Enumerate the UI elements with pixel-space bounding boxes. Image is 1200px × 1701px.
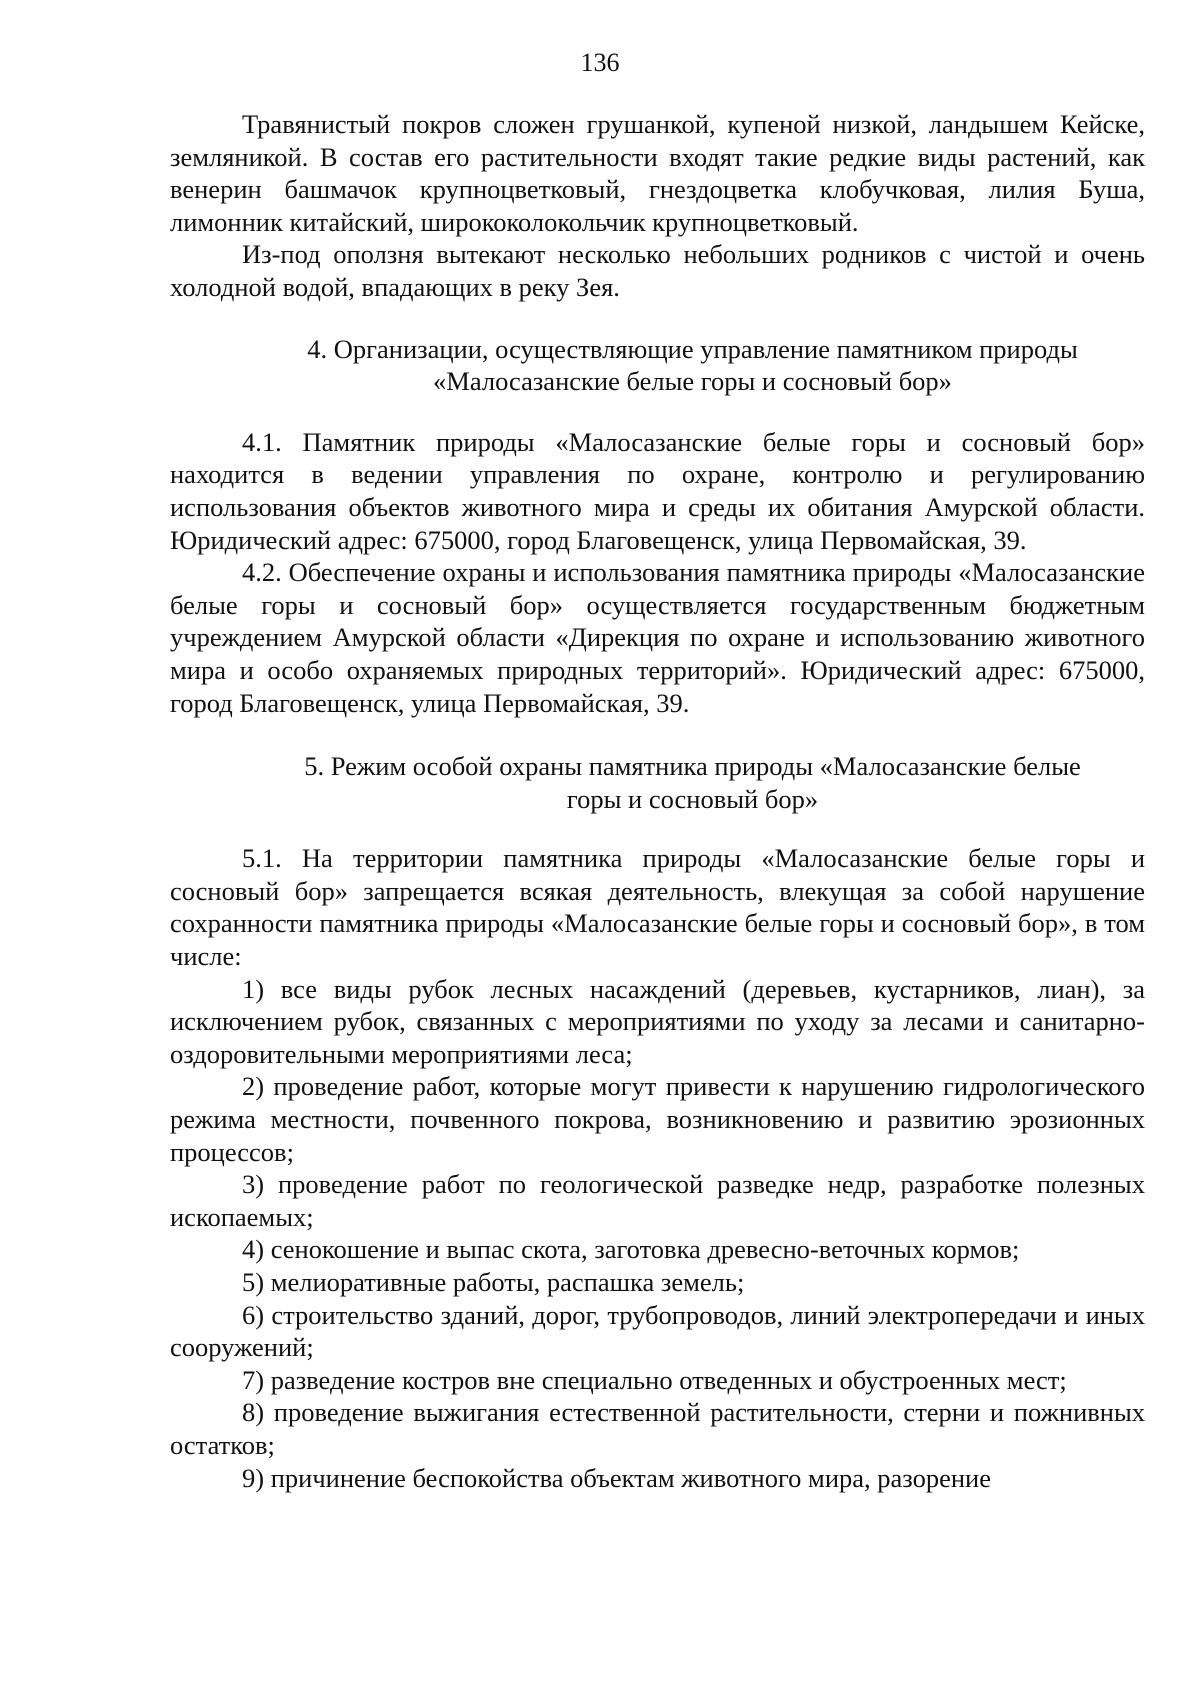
section-heading-line: 4. Организации, осуществляющие управление памятником природы [307,333,1078,364]
list-item: 3) проведение работ по геологической разведке недр, разработке полезных ископаемых; [170,1169,1145,1232]
list-item: 4) сенокошение и выпас скота, заготовка древесно-веточных кормов; [242,1234,1020,1265]
list-item: 7) разведение костров вне специально отведенных и обустроенных мест; [242,1364,1067,1395]
paragraph: Из-под оползня вытекают несколько небольших родников с чистой и очень холодной водой, впадающих в реку Зея. [170,239,1145,302]
list-item: 9) причинение беспокойства объектам животного мира, разорение [242,1462,991,1493]
section-5-heading [170,750,1145,815]
page-number: 136 [580,48,620,77]
section-heading-line: горы и сосновый бор» [566,783,819,814]
section-4-heading [170,333,1145,398]
paragraph-4-2: 4.2. Обеспечение охраны и использования памятника природы «Малосазанские белые горы и сосновый бор» осуществляется государственным бюджетным учреждением Амурской области «Дирекция по охране и использованию животного мира и особо охраняемых природных территорий». Юридический адрес: 675000, город Благовещенск, улица Первомайская, 39. [170,557,1145,718]
list-item: 6) строительство зданий, дорог, трубопроводов, линий электропередачи и иных сооружений; [170,1299,1145,1363]
paragraph-4-1: 4.1. Памятник природы «Малосазанские белые горы и сосновый бор» находится в ведении управления по охране, контролю и регулированию использования объектов животного мира и среды их обитания Амурской области. Юридический адрес: 675000, город Благовещенск, улица Первомайская, 39. [170,426,1145,555]
list-item: 1) все виды рубок лесных насаждений (деревьев, кустарников, лиан), за исключением рубок, связанных с мероприятиями по уходу за лесами и санитарно-оздоровительными мероприятиями леса; [170,973,1145,1069]
list-item: 8) проведение выжигания естественной растительности, стерни и пожнивных остатков; [170,1397,1145,1460]
paragraph: Травянистый покров сложен грушанкой, купеной низкой, ландышем Кейске, земляникой. В состав его растительности входят такие редкие виды растений, как венерин башмачок крупноцветковый, гнездоцветка клобучковая, лилия Буша, лимонник китайский, ширококолокольчик крупноцветковый. [170,109,1145,237]
list-item: 5) мелиоративные работы, распашка земель; [242,1267,745,1297]
paragraph-5-1: 5.1. На территории памятника природы «Малосазанские белые горы и сосновый бор» запрещается всякая деятельность, влекущая за собой нарушение сохранности памятника природы «Малосазанские белые горы и сосновый бор», в том числе: [170,843,1145,972]
section-heading-line: «Малосазанские белые горы и сосновый бор» [433,366,952,397]
list-item: 2) проведение работ, которые могут привести к нарушению гидрологического режима местности, почвенного покрова, возникновению и развитию эрозионных процессов; [170,1071,1145,1167]
document-body [170,108,1145,1494]
section-heading-line: 5. Режим особой охраны памятника природы «Малосазанские белые [304,751,1081,782]
